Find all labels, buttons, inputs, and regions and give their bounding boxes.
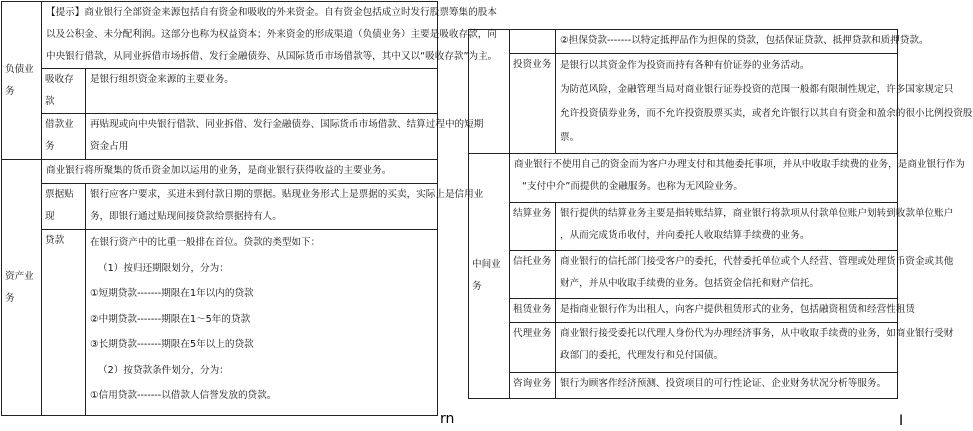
intermediary-intro: 商业银行不使用自己的资金而为客户办理支付和其他委托事项，并从中收取手续费的业务，是商业银行作为 “支付中介”而提供的金融服务。也称为无风险业务。 [510,154,898,203]
borrowing-label: 借款业务 [42,114,86,160]
discount-text: 银行应客户要求，买进未到付款日期的票据。贴现业务形式上是票据的买卖，实际上是信用业 务，即银行通过贴现间接贷款给票据持有人。 [86,184,438,230]
liability-note: 【提示】商业银行全部资金来源包括自有资金和吸收的外来资金。自有资金包括成立时发行股票筹集的股本 以及公积金、未分配利润。这部分也称为权益资本；外来资金的形成渠道（负债业务）主要是吸收存款，向 中央银行借款，从同业拆借市场拆借、发行金融债券、从国际货币市场借款等，其中又以“吸收存款”为主。 [42,2,438,69]
deposit-label: 吸收存款 [42,69,86,114]
right-table [468,29,973,399]
loan-label: 贷款 [42,230,86,416]
stray-text-rn: rn [440,411,455,427]
settlement-text: 银行提供的结算业务主要是指转账结算，商业银行将款项从付款单位账户划转到收款单位账户 ，从而完成货币收付，并向委托人收取结算手续费的业务。 [556,203,898,251]
guarantee-text: ②担保贷款-------以特定抵押品作为担保的贷款，包括保证贷款、抵押贷款和质押贷款。 [556,30,898,54]
asset-intro: 商业银行将所聚集的货币资金加以运用的业务，是商业银行获得收益的主要业务。 [42,160,438,184]
stray-text-i: I [899,413,904,429]
intermediary-category: 中间业务 [469,154,510,399]
settlement-label: 结算业务 [510,203,556,251]
liability-category: 负债业务 [2,2,42,160]
investment-label: 投资业务 [510,54,556,154]
leasing-label: 租赁业务 [510,299,556,323]
leasing-text: 是指商业银行作为出租人，向客户提供租赁形式的业务，包括融资租赁和经营性租赁 [556,299,898,323]
trust-label: 信托业务 [510,251,556,299]
agency-label: 代理业务 [510,323,556,373]
loan-text: 在银行资产中的比重一般排在首位。贷款的类型如下： （1）按归还期限划分，分为： ①短期贷款-------期限在1年以内的贷款 ②中期贷款-------期限在1～5年的贷款 ③长期贷款-------期限在5年以上的贷款 （2）按贷款条件划分，分为： ①信用贷款-------以借款人信誉发放的贷款。 [86,230,438,416]
deposit-text: 是银行组织资金来源的主要业务。 [86,69,438,114]
consulting-text: 银行为顾客作经济预测、投资项目的可行性论证、企业财务状况分析等服务。 [556,373,898,399]
discount-label: 票据贴现 [42,184,86,230]
investment-text: 是银行以其资金作为投资而持有各种有价证券的业务活动。 为防范风险，金融管理当局对商业银行证券投资的范围一般都有限制性规定，许多国家规定只 允许投资债券业务，而不允许投资股票买卖，或者允许银行以其自有资金和盈余的很小比例投资股 票。 [556,54,898,154]
consulting-label: 咨询业务 [510,373,556,399]
asset-category: 资产业务 [2,160,42,416]
blank-category [469,30,510,154]
borrowing-text: 再贴现或向中央银行借款、同业拆借、发行金融债券、国际货币市场借款、结算过程中的短期 资金占用 [86,114,438,160]
trust-text: 商业银行的信托部门接受客户的委托，代替委托单位或个人经营、管理或处理货币资金或其他 财产，并从中收取手续费的业务。包括资金信托和财产信托。 [556,251,898,299]
guarantee-label [510,30,556,54]
agency-text: 商业银行接受委托以代理人身份代为办理经济事务，从中收取手续费的业务，如商业银行受财 政部门的委托，代理发行和兑付国债。 [556,323,898,373]
